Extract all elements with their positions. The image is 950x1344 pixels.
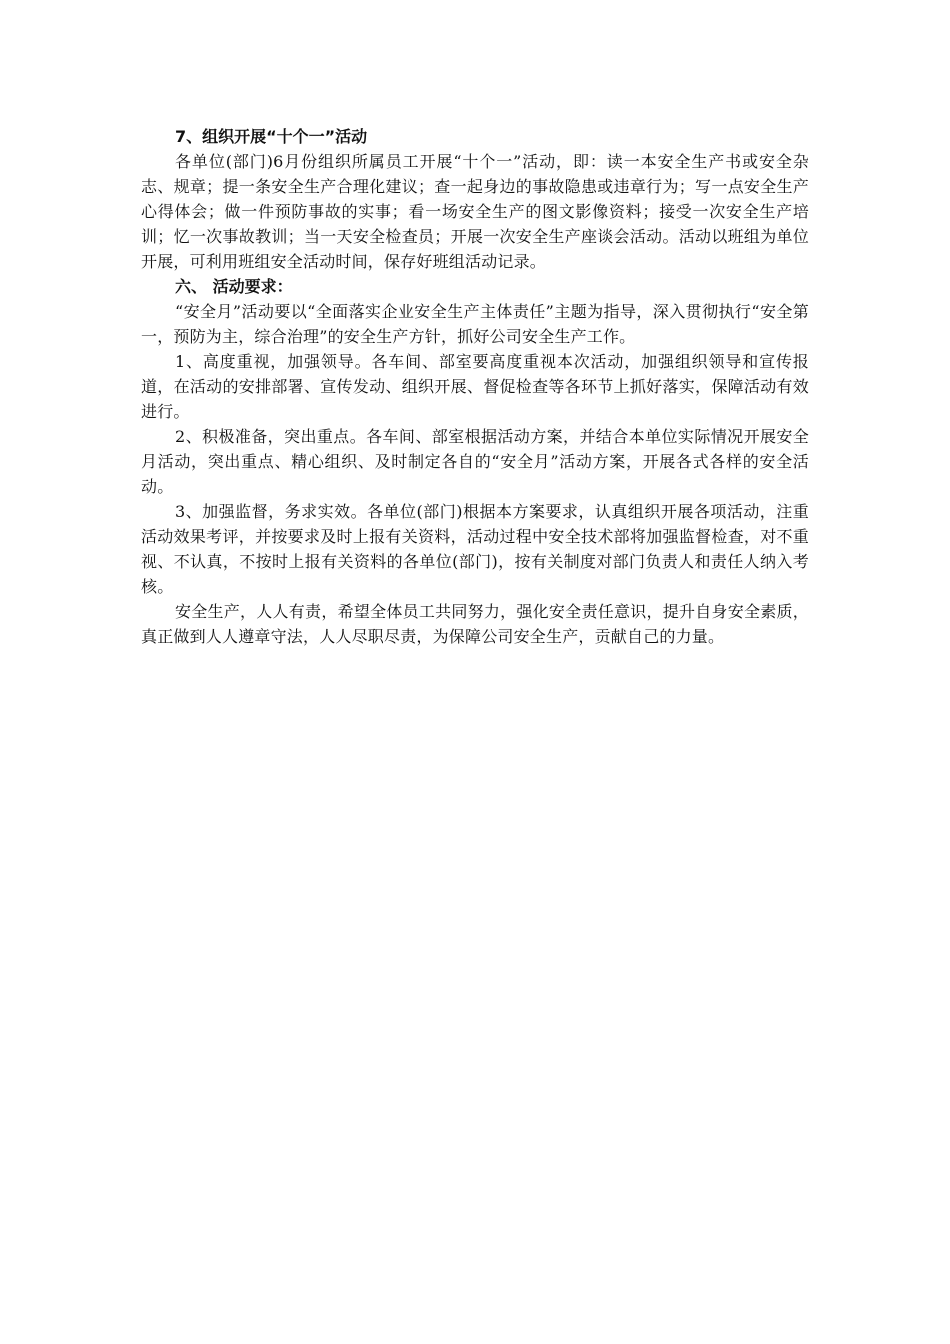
intro-paragraph: “安全月”活动要以“全面落实企业安全生产主体责任”主题为指导，深入贯彻执行“安全第一，预防为主，综合治理”的安全生产方针，抓好公司安全生产工作。 — [141, 302, 809, 346]
closing-paragraph: 安全生产，人人有责，希望全体员工共同努力，强化安全责任意识，提升自身安全素质，真正做到人人遵章守法，人人尽职尽责，为保障公司安全生产，贡献自己的力量。 — [141, 602, 809, 646]
section-7-heading: 7、组织开展“十个一”活动 — [175, 127, 368, 146]
requirement-2-paragraph: 2、积极准备，突出重点。各车间、部室根据活动方案，并结合本单位实际情况开展安全月活动，突出重点、精心组织、及时制定各自的“安全月”活动方案，开展各式各样的安全活动。 — [141, 427, 809, 496]
section-6-heading: 六、 活动要求： — [175, 277, 293, 296]
requirement-1-paragraph: 1、高度重视，加强领导。各车间、部室要高度重视本次活动，加强组织领导和宣传报道，在活动的安排部署、宣传发动、组织开展、督促检查等各环节上抓好落实，保障活动有效进行。 — [141, 352, 809, 421]
section-7-body: 各单位(部门)6月份组织所属员工开展“十个一”活动，即：读一本安全生产书或安全杂志、规章；提一条安全生产合理化建议；查一起身边的事故隐患或违章行为；写一点安全生产心得体会；做一件预防事故的实事；看一场安全生产的图文影像资料；接受一次安全生产培训；忆一次事故教训；当一天安全检查员；开展一次安全生产座谈会活动。活动以班组为单位开展，可利用班组安全活动时间，保存好班组活动记录。 — [141, 152, 809, 271]
requirement-3-paragraph: 3、加强监督，务求实效。各单位(部门)根据本方案要求，认真组织开展各项活动，注重活动效果考评，并按要求及时上报有关资料，活动过程中安全技术部将加强监督检查，对不重视、不认真，不按时上报有关资料的各单位(部门)，按有关制度对部门负责人和责任人纳入考核。 — [141, 502, 809, 596]
document-page — [141, 124, 809, 649]
